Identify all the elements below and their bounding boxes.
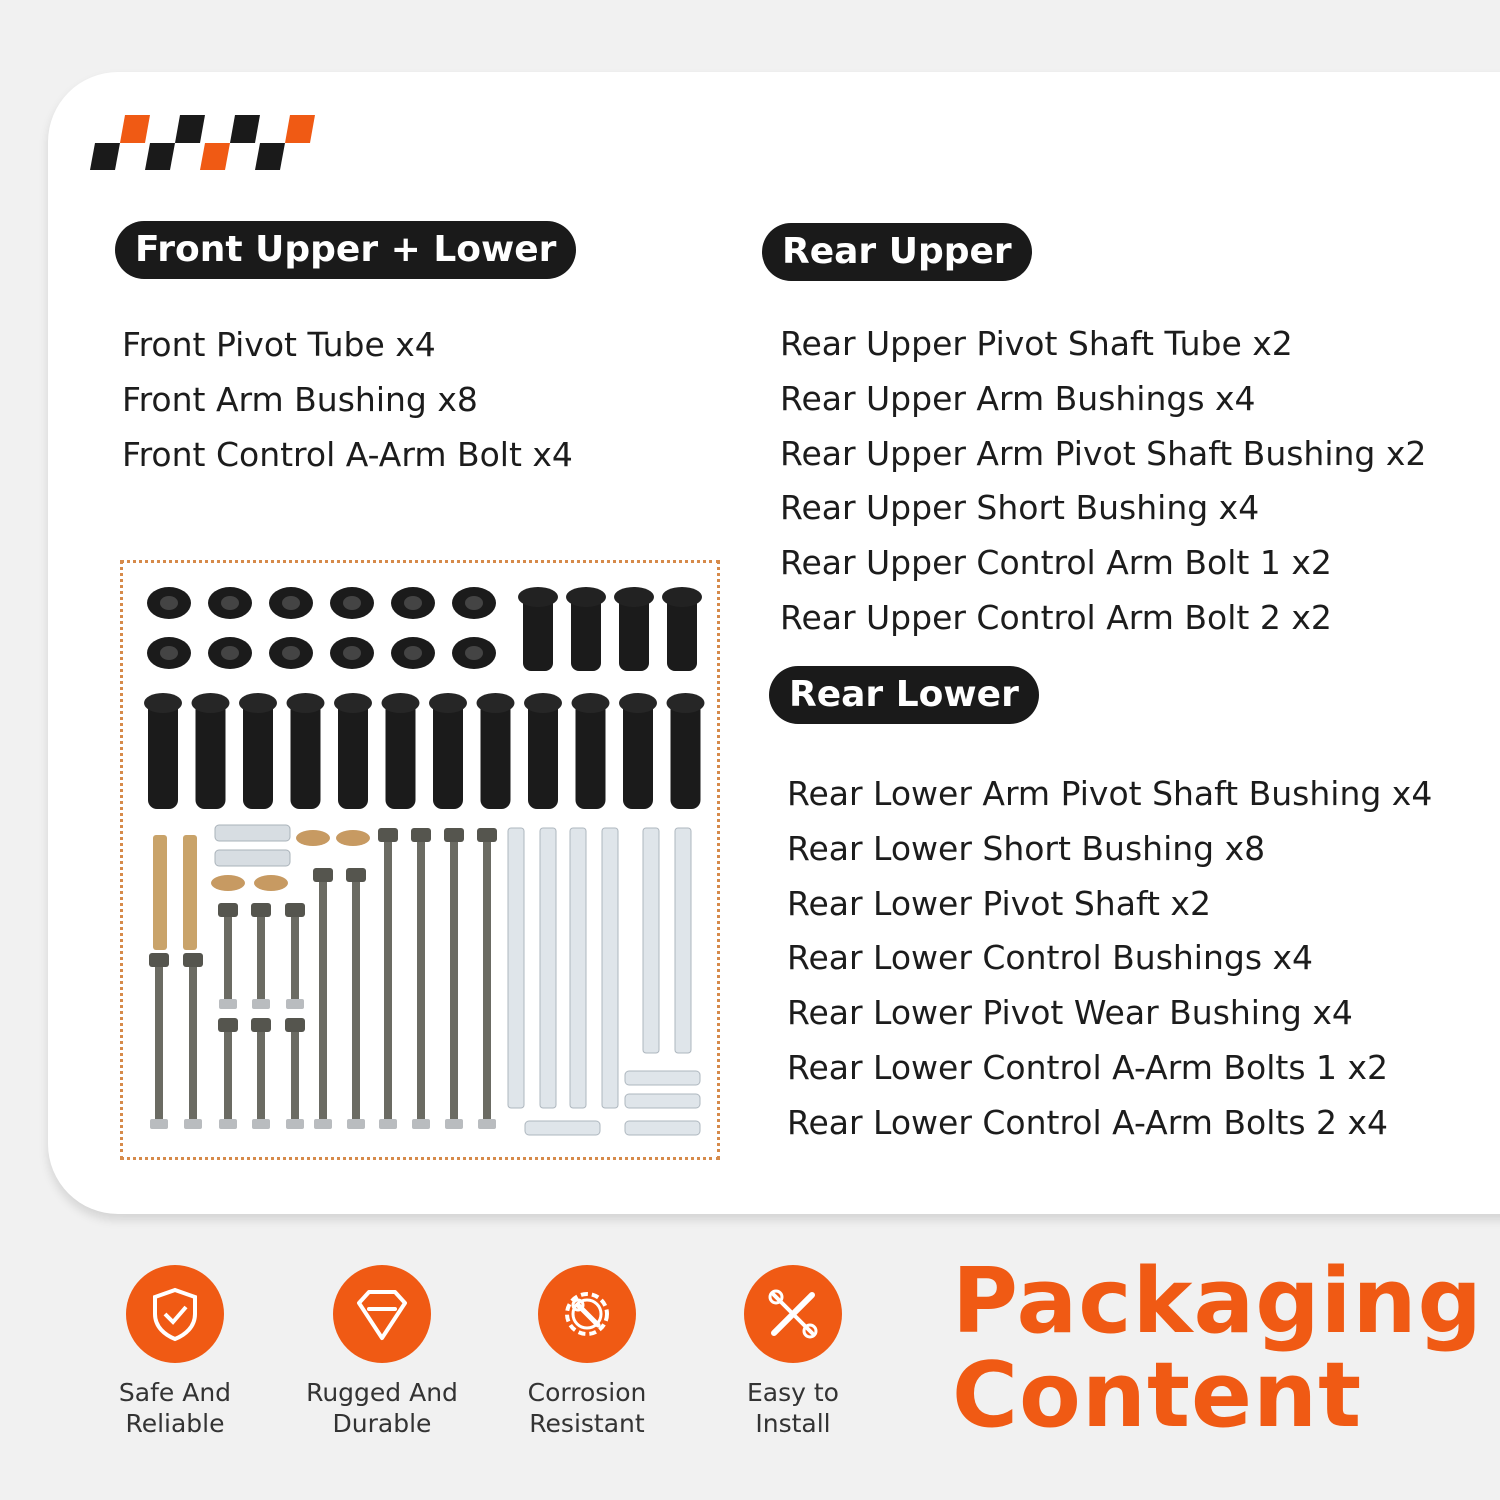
long-bushing-flange (192, 693, 230, 713)
pivot-shaft (508, 828, 524, 1108)
bolt-shaft (483, 838, 491, 1123)
list-item: Rear Upper Pivot Shaft Tube x2 (780, 324, 1293, 363)
long-bushing (196, 699, 226, 809)
short-spacer (525, 1121, 600, 1135)
bolt-head (251, 1018, 271, 1032)
bolt-nut (184, 1119, 202, 1129)
bolt-nut (252, 999, 270, 1009)
short-bushing-hole (282, 646, 300, 660)
bolt-nut (252, 1119, 270, 1129)
long-bushing-flange (239, 693, 277, 713)
wear-bushing (296, 830, 330, 846)
feature-easy-install: Easy to Install (703, 1265, 883, 1439)
long-bushing (623, 699, 653, 809)
bolt-head (218, 1018, 238, 1032)
long-bushing (576, 699, 606, 809)
bolt-shaft (224, 1028, 232, 1123)
short-bushing-hole (465, 596, 483, 610)
long-bushing (528, 699, 558, 809)
bolt-nut (150, 1119, 168, 1129)
short-bushing-hole (160, 646, 178, 660)
arm-bushing-flange (566, 587, 606, 607)
wear-bushing (254, 875, 288, 891)
pivot-tube (153, 835, 167, 950)
feature-corrosion-resistant: Corrosion Resistant (497, 1265, 677, 1439)
short-spacer (625, 1071, 700, 1085)
short-bushing-hole (221, 596, 239, 610)
bolt-head (285, 1018, 305, 1032)
long-bushing-flange (144, 693, 182, 713)
bolt-shaft (257, 913, 265, 1003)
bolt-nut (412, 1119, 430, 1129)
bolt-shaft (319, 878, 327, 1123)
bolt-head (149, 953, 169, 967)
bolt-head (411, 828, 431, 842)
bolt-head (313, 868, 333, 882)
long-bushing (148, 699, 178, 809)
short-spacer (625, 1121, 700, 1135)
list-item: Front Arm Bushing x8 (122, 379, 478, 419)
arm-bushing-flange (614, 587, 654, 607)
bolt-head (183, 953, 203, 967)
list-item: Rear Upper Control Arm Bolt 2 x2 (780, 597, 1332, 637)
bolt-head (346, 868, 366, 882)
bolt-shaft (257, 1028, 265, 1123)
short-bushing-hole (221, 646, 239, 660)
bolt-head (285, 903, 305, 917)
bolt-nut (478, 1119, 496, 1129)
arm-bushing-flange (518, 587, 558, 607)
short-bushing-hole (343, 646, 361, 660)
bolt-shaft (417, 838, 425, 1123)
wear-bushing (336, 830, 370, 846)
rear-upper-heading: Rear Upper (762, 223, 1032, 281)
diamond-icon (333, 1265, 431, 1363)
bolt-head (444, 828, 464, 842)
list-item: Rear Lower Control A-Arm Bolts 2 x4 (787, 1102, 1389, 1142)
list-item: Rear Upper Control Arm Bolt 1 x2 (780, 543, 1332, 583)
long-bushing (291, 699, 321, 809)
bolt-nut (286, 999, 304, 1009)
short-spacer (625, 1094, 700, 1108)
short-bushing-hole (160, 596, 178, 610)
pivot-tube (183, 835, 197, 950)
list-item: Rear Lower Pivot Wear Bushing x4 (787, 993, 1353, 1033)
bolt-nut (286, 1119, 304, 1129)
long-bushing-flange (524, 693, 562, 713)
list-item: Rear Lower Pivot Shaft x2 (787, 883, 1211, 923)
wear-bushing (211, 875, 245, 891)
bolt-shaft (291, 1028, 299, 1123)
pivot-shaft (602, 828, 618, 1108)
long-bushing (338, 699, 368, 809)
feature-rugged-durable: Rugged And Durable (292, 1265, 472, 1439)
bolt-shaft (384, 838, 392, 1123)
bolt-head (251, 903, 271, 917)
bolt-nut (219, 999, 237, 1009)
pivot-shaft (570, 828, 586, 1108)
spacer (215, 825, 290, 841)
long-bushing (481, 699, 511, 809)
bolt-shaft (224, 913, 232, 1003)
bolt-head (477, 828, 497, 842)
long-bushing-flange (429, 693, 467, 713)
front-heading: Front Upper + Lower (115, 221, 576, 279)
pivot-shaft (675, 828, 691, 1053)
bolt-shaft (450, 838, 458, 1123)
list-item: Rear Upper Short Bushing x4 (780, 488, 1260, 528)
rear-lower-items-list (787, 767, 1432, 1151)
checkered-flag-logo (85, 115, 320, 170)
long-bushing-flange (382, 693, 420, 713)
gear-wrench-icon (538, 1265, 636, 1363)
tools-icon (744, 1265, 842, 1363)
bolt-shaft (155, 963, 163, 1123)
long-bushing-flange (572, 693, 610, 713)
long-bushing (386, 699, 416, 809)
long-bushing-flange (334, 693, 372, 713)
long-bushing (671, 699, 701, 809)
bolt-nut (445, 1119, 463, 1129)
long-bushing-flange (477, 693, 515, 713)
bolt-shaft (352, 878, 360, 1123)
list-item: Rear Lower Control Bushings x4 (787, 938, 1314, 978)
long-bushing-flange (287, 693, 325, 713)
list-item: Rear Upper Arm Pivot Shaft Bushing x2 (780, 433, 1427, 473)
packaging-content-title: Packaging Content (952, 1249, 1483, 1448)
bolt-nut (379, 1119, 397, 1129)
short-bushing-hole (282, 596, 300, 610)
short-bushing-hole (343, 596, 361, 610)
list-item: Rear Lower Short Bushing x8 (787, 828, 1266, 868)
short-bushing-hole (465, 646, 483, 660)
long-bushing-flange (619, 693, 657, 713)
list-item: Rear Upper Arm Bushings x4 (780, 378, 1256, 418)
rear-lower-heading: Rear Lower (769, 666, 1039, 724)
long-bushing-flange (667, 693, 705, 713)
front-items-list (122, 318, 573, 482)
shield-check-icon (126, 1265, 224, 1363)
parts-photo (120, 560, 720, 1160)
spacer (215, 850, 290, 866)
bolt-shaft (291, 913, 299, 1003)
feature-safe-reliable: Safe And Reliable (85, 1265, 265, 1439)
bolt-head (218, 903, 238, 917)
bolt-nut (219, 1119, 237, 1129)
arm-bushing-flange (662, 587, 702, 607)
long-bushing (433, 699, 463, 809)
bolt-nut (314, 1119, 332, 1129)
pivot-shaft (643, 828, 659, 1053)
short-bushing-hole (404, 596, 422, 610)
bolt-shaft (189, 963, 197, 1123)
list-item: Rear Lower Arm Pivot Shaft Bushing x4 (787, 774, 1433, 813)
pivot-shaft (540, 828, 556, 1108)
list-item: Front Pivot Tube x4 (122, 325, 436, 364)
list-item: Front Control A-Arm Bolt x4 (122, 434, 573, 474)
bolt-nut (347, 1119, 365, 1129)
long-bushing (243, 699, 273, 809)
short-bushing-hole (404, 646, 422, 660)
rear-upper-items-list (780, 317, 1426, 646)
bolt-head (378, 828, 398, 842)
list-item: Rear Lower Control A-Arm Bolts 1 x2 (787, 1047, 1389, 1087)
